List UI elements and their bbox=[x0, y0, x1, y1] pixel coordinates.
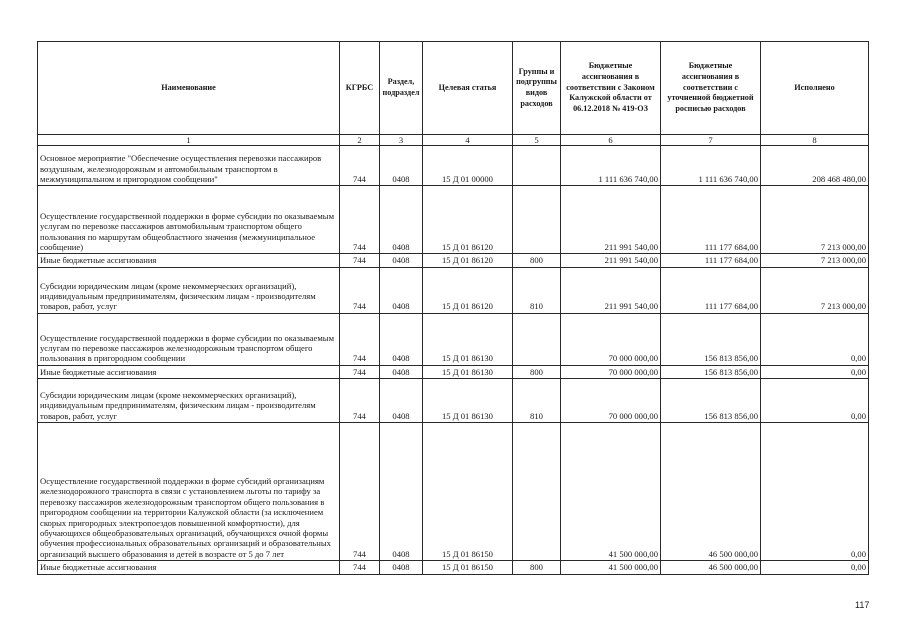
row-refined: 111 177 684,00 bbox=[661, 267, 761, 313]
column-number: 6 bbox=[561, 135, 661, 146]
column-number: 1 bbox=[38, 135, 340, 146]
row-name: Осуществление государственной поддержки в форме субсидии по оказываемым услугам по перевозке пассажиров автомобильным транспортом общего пользования по маршрутам общеобластного значения (межмуниципальное сообщение) bbox=[38, 186, 340, 254]
row-group: 800 bbox=[513, 561, 561, 574]
row-group bbox=[513, 146, 561, 186]
row-target: 15 Д 01 86120 bbox=[423, 186, 513, 254]
row-executed: 0,00 bbox=[761, 561, 869, 574]
row-refined: 156 813 856,00 bbox=[661, 313, 761, 365]
row-refined: 1 111 636 740,00 bbox=[661, 146, 761, 186]
row-kgrbs: 744 bbox=[340, 561, 380, 574]
row-section: 0408 bbox=[380, 146, 423, 186]
row-executed: 0,00 bbox=[761, 313, 869, 365]
row-name: Субсидии юридическим лицам (кроме некоммерческих организаций), индивидуальным предпринимателям, физическим лицам - производителям товаров, работ, услуг bbox=[38, 379, 340, 423]
row-executed: 0,00 bbox=[761, 423, 869, 561]
row-law: 211 991 540,00 bbox=[561, 267, 661, 313]
header-executed: Исполнено bbox=[761, 42, 869, 135]
row-target: 15 Д 01 86130 bbox=[423, 379, 513, 423]
row-law: 41 500 000,00 bbox=[561, 423, 661, 561]
row-kgrbs: 744 bbox=[340, 254, 380, 267]
row-executed: 208 468 480,00 bbox=[761, 146, 869, 186]
table-row bbox=[38, 561, 869, 574]
row-name: Осуществление государственной поддержки в форме субсидий организациям железнодорожного транспорта в связи с установлением льготы по тарифу за перевозку пассажиров железнодорожным транспортом общего пользования в пригородном сообщении на территории Калужской области (за исключением скорых пригородных электропоездов повышенной комфортности), для обучающихся общеобразовательных организаций, обучающихся очной формы обучения профессиональных образовательных организаций и образовательных организаций высшего образования и детей в возрасте от 5 до 7 лет bbox=[38, 423, 340, 561]
row-name: Иные бюджетные ассигнования bbox=[38, 365, 340, 378]
header-law: Бюджетные ассигнования в соответствии с Законом Калужской области от 06.12.2018 № 419-ОЗ bbox=[561, 42, 661, 135]
table-row bbox=[38, 254, 869, 267]
row-group bbox=[513, 313, 561, 365]
column-number: 4 bbox=[423, 135, 513, 146]
row-section: 0408 bbox=[380, 365, 423, 378]
table-row bbox=[38, 365, 869, 378]
row-law: 211 991 540,00 bbox=[561, 186, 661, 254]
row-section: 0408 bbox=[380, 423, 423, 561]
column-number: 5 bbox=[513, 135, 561, 146]
row-group: 800 bbox=[513, 365, 561, 378]
row-section: 0408 bbox=[380, 186, 423, 254]
row-target: 15 Д 01 86130 bbox=[423, 365, 513, 378]
row-executed: 0,00 bbox=[761, 379, 869, 423]
column-number: 8 bbox=[761, 135, 869, 146]
row-refined: 111 177 684,00 bbox=[661, 186, 761, 254]
row-kgrbs: 744 bbox=[340, 379, 380, 423]
row-refined: 46 500 000,00 bbox=[661, 561, 761, 574]
header-target: Целевая статья bbox=[423, 42, 513, 135]
row-kgrbs: 744 bbox=[340, 267, 380, 313]
row-law: 1 111 636 740,00 bbox=[561, 146, 661, 186]
row-executed: 0,00 bbox=[761, 365, 869, 378]
row-name: Иные бюджетные ассигнования bbox=[38, 561, 340, 574]
header-kgrbs: КГРБС bbox=[340, 42, 380, 135]
row-refined: 156 813 856,00 bbox=[661, 365, 761, 378]
row-section: 0408 bbox=[380, 379, 423, 423]
row-target: 15 Д 01 86150 bbox=[423, 561, 513, 574]
row-target: 15 Д 01 86130 bbox=[423, 313, 513, 365]
row-executed: 7 213 000,00 bbox=[761, 254, 869, 267]
row-law: 70 000 000,00 bbox=[561, 379, 661, 423]
header-refined: Бюджетные ассигнования в соответствии с уточненной бюджетной росписью расходов bbox=[661, 42, 761, 135]
column-number: 3 bbox=[380, 135, 423, 146]
row-target: 15 Д 01 00000 bbox=[423, 146, 513, 186]
row-executed: 7 213 000,00 bbox=[761, 267, 869, 313]
row-name: Основное мероприятие "Обеспечение осуществления перевозки пассажиров воздушным, железнодорожным и автомобильным транспортом в межмуниципальном и пригородном сообщении" bbox=[38, 146, 340, 186]
row-target: 15 Д 01 86150 bbox=[423, 423, 513, 561]
row-group bbox=[513, 186, 561, 254]
row-group: 800 bbox=[513, 254, 561, 267]
row-section: 0408 bbox=[380, 561, 423, 574]
row-section: 0408 bbox=[380, 267, 423, 313]
row-kgrbs: 744 bbox=[340, 423, 380, 561]
header-section: Раздел, подраздел bbox=[380, 42, 423, 135]
table-row bbox=[38, 146, 869, 186]
header-groups: Группы и подгруппы видов расходов bbox=[513, 42, 561, 135]
row-group bbox=[513, 423, 561, 561]
row-kgrbs: 744 bbox=[340, 365, 380, 378]
table-row bbox=[38, 379, 869, 423]
row-executed: 7 213 000,00 bbox=[761, 186, 869, 254]
page-number: 117 bbox=[855, 600, 870, 610]
row-name: Субсидии юридическим лицам (кроме некоммерческих организаций), индивидуальным предпринимателям, физическим лицам - производителям товаров, работ, услуг bbox=[38, 267, 340, 313]
row-section: 0408 bbox=[380, 313, 423, 365]
row-refined: 156 813 856,00 bbox=[661, 379, 761, 423]
row-law: 211 991 540,00 bbox=[561, 254, 661, 267]
row-refined: 111 177 684,00 bbox=[661, 254, 761, 267]
table-row bbox=[38, 423, 869, 561]
row-section: 0408 bbox=[380, 254, 423, 267]
table-row bbox=[38, 313, 869, 365]
row-group: 810 bbox=[513, 267, 561, 313]
row-law: 41 500 000,00 bbox=[561, 561, 661, 574]
table-row bbox=[38, 267, 869, 313]
table-row bbox=[38, 186, 869, 254]
header-name: Наименование bbox=[38, 42, 340, 135]
row-law: 70 000 000,00 bbox=[561, 365, 661, 378]
row-group: 810 bbox=[513, 379, 561, 423]
row-kgrbs: 744 bbox=[340, 186, 380, 254]
row-name: Осуществление государственной поддержки в форме субсидии по оказываемым услугам по перевозке пассажиров железнодорожным транспортом общего пользования в пригородном сообщении bbox=[38, 313, 340, 365]
column-number: 7 bbox=[661, 135, 761, 146]
row-refined: 46 500 000,00 bbox=[661, 423, 761, 561]
budget-table bbox=[37, 41, 869, 575]
row-kgrbs: 744 bbox=[340, 313, 380, 365]
row-kgrbs: 744 bbox=[340, 146, 380, 186]
row-law: 70 000 000,00 bbox=[561, 313, 661, 365]
row-target: 15 Д 01 86120 bbox=[423, 267, 513, 313]
row-target: 15 Д 01 86120 bbox=[423, 254, 513, 267]
row-name: Иные бюджетные ассигнования bbox=[38, 254, 340, 267]
column-number: 2 bbox=[340, 135, 380, 146]
